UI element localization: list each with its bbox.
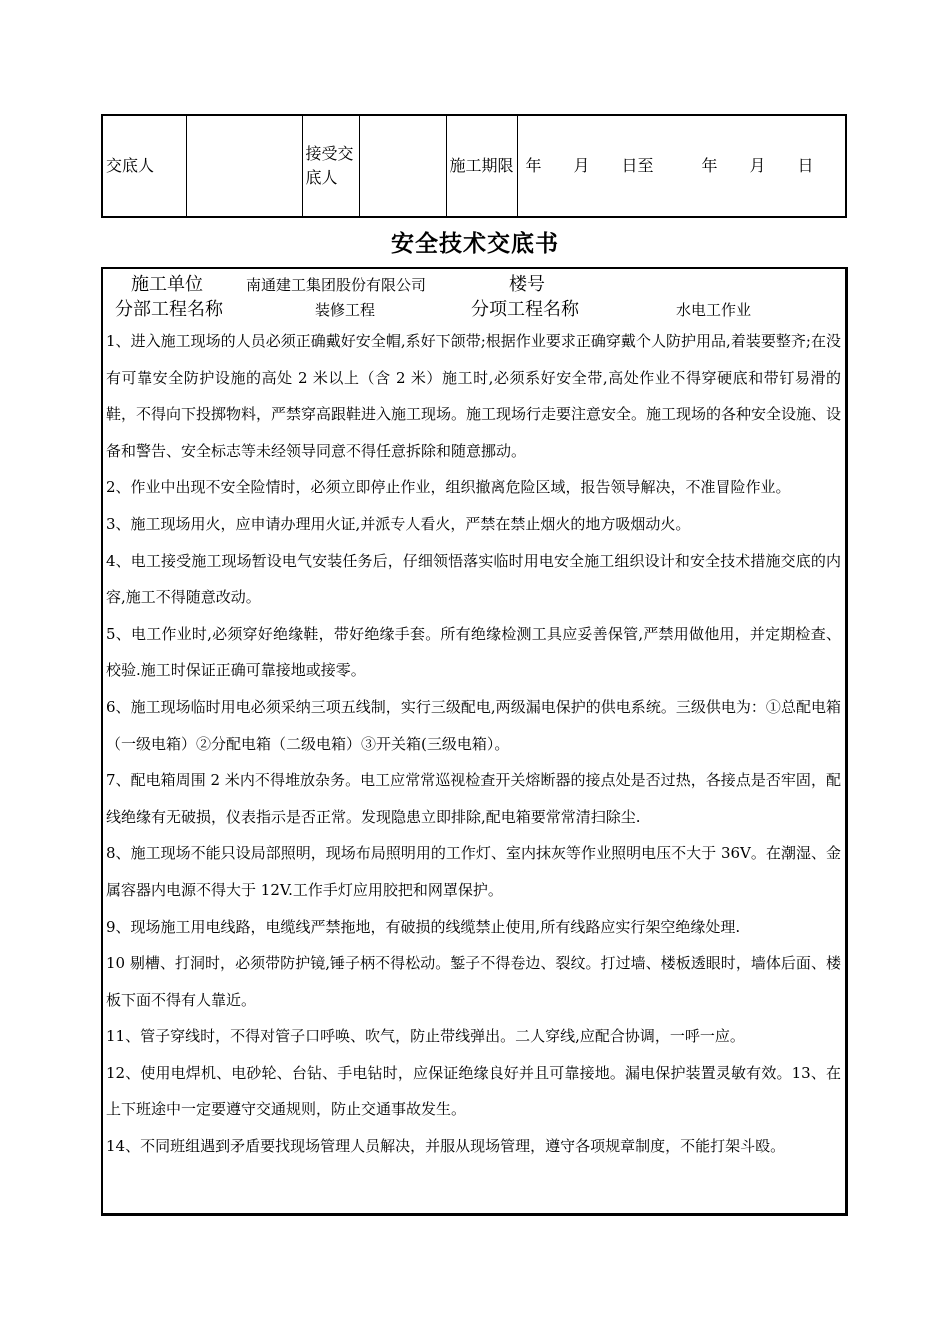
discloser-value xyxy=(186,115,302,217)
division-label: 分部工程名称 xyxy=(115,299,223,320)
info-row-division xyxy=(103,298,841,322)
disclosure-box xyxy=(101,267,848,1216)
unit-value: 南通建工集团股份有限公司 xyxy=(246,276,427,294)
unit-label: 施工单位 xyxy=(131,274,203,295)
receiver-value xyxy=(359,115,446,217)
division-value: 装修工程 xyxy=(315,301,376,319)
receiver-label: 接受交 底人 xyxy=(302,115,359,217)
subitem-value: 水电工作业 xyxy=(676,301,752,319)
period-label: 施工期限 xyxy=(446,115,517,217)
safety-item: 9、现场施工用电线路，电缆线严禁拖地，有破损的线缆禁止使用,所有线路应实行架空绝缘处理. xyxy=(106,917,741,936)
safety-item: 11、管子穿线时，不得对管子口呼唤、吹气，防止带线弹出。二人穿线,应配合协调，一呼一应。 xyxy=(106,1027,745,1046)
safety-item: 1、进入施工现场的人员必须正确戴好安全帽,系好下颌带;根据作业要求正确穿戴个人防护用品,着装要整齐;在没有可靠安全防护设施的高处 2 米以上（含 2 米）施工时,必须系好安全带,高处作业不得穿硬底和带钉易滑的鞋，不得向下投掷物料，严禁穿高跟鞋进入施工现场。施工现场行走要注意安全。施工现场的各种安全设施、设备和警告、安全标志等未经领导同意不得任意拆除和随意挪动。 xyxy=(106,332,842,460)
subitem-label: 分项工程名称 xyxy=(471,299,579,320)
safety-item: 5、电工作业时,必须穿好绝缘鞋，带好绝缘手套。所有绝缘检测工具应妥善保管,严禁用做他用，并定期检查、校验.施工时保证正确可靠接地或接零。 xyxy=(106,624,841,680)
info-row-unit xyxy=(103,273,841,297)
safety-item: 10 剔槽、打洞时，必须带防护镜,锤子柄不得松动。錾子不得卷边、裂纹。打过墙、楼板透眼时，墙体后面、楼板下面不得有人靠近。 xyxy=(106,954,841,1009)
discloser-label: 交底人 xyxy=(102,115,186,217)
signoff-table xyxy=(101,114,847,218)
safety-item: 7、配电箱周围 2 米内不得堆放杂务。电工应常常巡视检查开关熔断器的接点处是否过热，各接点是否牢固，配线绝缘有无破损，仪表指示是否正常。发现隐患立即排除,配电箱要常常清扫除尘. xyxy=(106,771,841,826)
safety-item: 12、使用电焊机、电砂轮、台钻、手电钻时，应保证绝缘良好并且可靠接地。漏电保护装置灵敏有效。13、在上下班途中一定要遵守交通规则，防止交通事故发生。 xyxy=(106,1063,841,1119)
safety-item: 8、施工现场不能只设局部照明，现场布局照明用的工作灯、室内抹灰等作业照明电压不大于 36V。在潮湿、金属容器内电源不得大于 12V.工作手灯应用胶把和网罩保护。 xyxy=(106,844,841,899)
safety-item: 2、作业中出现不安全险情时，必须立即停止作业，组织撤离危险区域，报告领导解决，不准冒险作业。 xyxy=(106,478,791,497)
period-value: 年 月 日至 年 月 日 xyxy=(517,115,846,217)
building-label: 楼号 xyxy=(509,274,545,295)
safety-item: 4、电工接受施工现场暂设电气安装任务后，仔细领悟落实临时用电安全施工组织设计和安全技术措施交底的内容,施工不得随意改动。 xyxy=(106,551,841,607)
page-title: 安全技术交底书 xyxy=(391,231,559,257)
safety-item: 6、施工现场临时用电必须采纳三项五线制，实行三级配电,两级漏电保护的供电系统。三级供电为：①总配电箱（一级电箱）②分配电箱（二级电箱）③开关箱(三级电箱）。 xyxy=(106,697,841,753)
safety-item: 14、不同班组遇到矛盾要找现场管理人员解决，并服从现场管理，遵守各项规章制度，不能打架斗殴。 xyxy=(106,1137,786,1156)
safety-items xyxy=(106,323,841,1165)
safety-item: 3、施工现场用火，应申请办理用火证,并派专人看火，严禁在禁止烟火的地方吸烟动火。 xyxy=(106,514,691,533)
